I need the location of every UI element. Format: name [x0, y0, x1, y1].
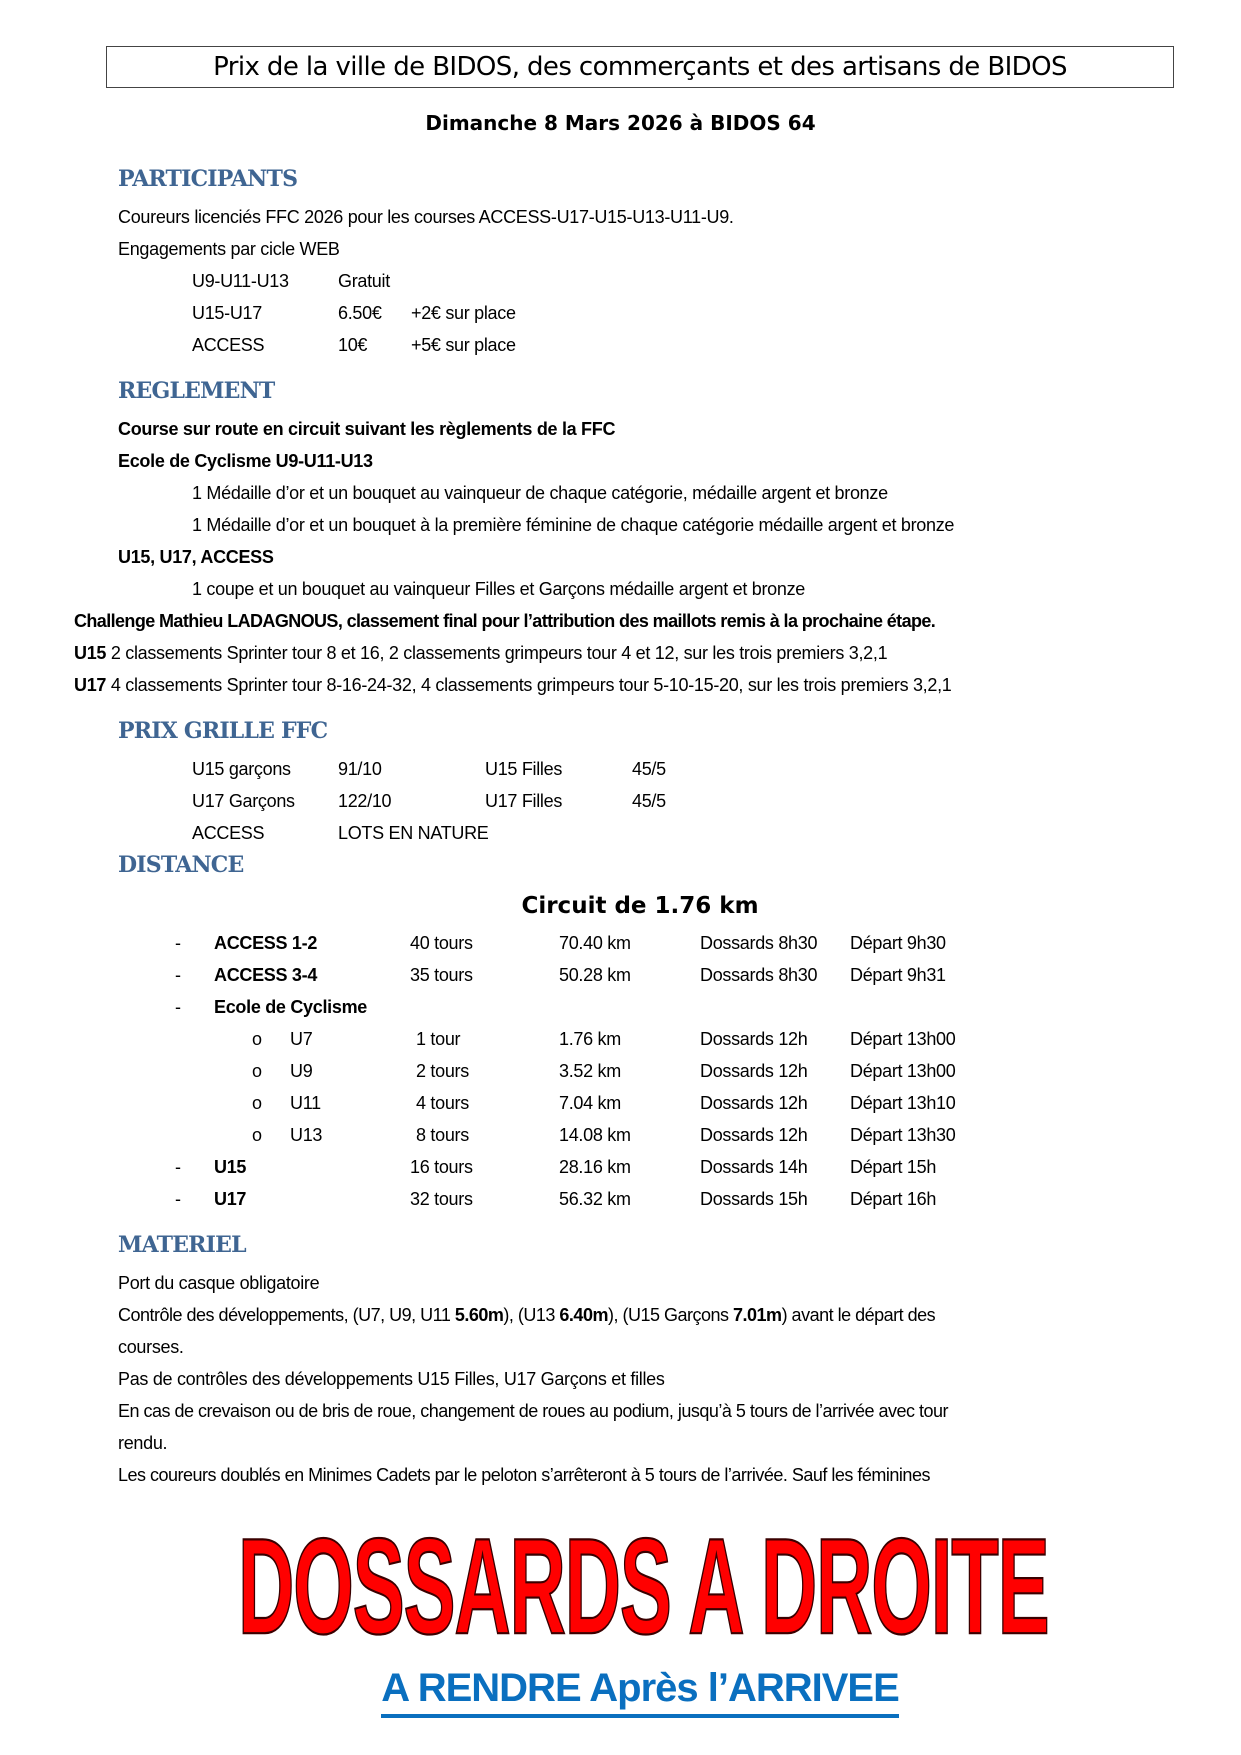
prix-value: 45/5	[632, 791, 666, 811]
race-start-time: Départ 16h	[850, 1189, 937, 1209]
race-name: U7	[290, 1029, 313, 1049]
race-name: U9	[290, 1061, 313, 1081]
race-name: Ecole de Cyclisme	[214, 997, 367, 1017]
race-dossards-time: Dossards 15h	[700, 1189, 808, 1209]
race-dossards-time: Dossards 8h30	[700, 965, 818, 985]
u17-classement-text: 4 classements Sprinter tour 8-16-24-32, 4 classements grimpeurs tour 5-10-15-20, sur les trois premiers 3,2,1	[106, 675, 952, 695]
race-name: U13	[290, 1125, 323, 1145]
race-start-time: Départ 13h10	[850, 1093, 956, 1113]
document-title: Prix de la ville de BIDOS, des commerçants et des artisans de BIDOS	[213, 52, 1067, 82]
participants-heading: PARTICIPANTS	[118, 166, 298, 192]
document-title-box	[106, 46, 1174, 88]
fee-category: U15-U17	[192, 303, 262, 323]
dash-bullet-icon: -	[175, 965, 181, 985]
race-dossards-time: Dossards 12h	[700, 1029, 808, 1049]
fee-extra: +2€ sur place	[411, 303, 516, 323]
race-start-time: Départ 13h30	[850, 1125, 956, 1145]
race-laps: 4 tours	[416, 1093, 469, 1113]
race-laps: 2 tours	[416, 1061, 469, 1081]
race-name: U17	[214, 1189, 247, 1209]
prix-value: LOTS EN NATURE	[338, 823, 489, 843]
race-distance: 56.32 km	[559, 1189, 631, 1209]
fee-category: ACCESS	[192, 335, 265, 355]
race-laps: 32 tours	[410, 1189, 473, 1209]
prix-label: ACCESS	[192, 823, 265, 843]
circuit-length: Circuit de 1.76 km	[521, 893, 759, 919]
u15-classement-line	[74, 642, 887, 664]
materiel-line-2: Contrôle des développements, (U7, U9, U11 5.60m), (U13 6.40m), (U15 Garçons 7.01m) avant le départ des	[118, 1305, 936, 1325]
prix-value: 122/10	[338, 791, 392, 811]
participants-line-2: Engagements par cicle WEB	[118, 239, 340, 259]
u15-u17-access-prize: 1 coupe et un bouquet au vainqueur Filles et Garçons médaille argent et bronze	[192, 579, 806, 599]
circle-bullet-icon: o	[252, 1125, 262, 1145]
distance-heading: DISTANCE	[118, 852, 244, 878]
circle-bullet-icon: o	[252, 1029, 262, 1049]
u15-label: U15	[74, 643, 107, 663]
race-distance: 1.76 km	[559, 1029, 621, 1049]
prix-label: U17 Filles	[485, 791, 563, 811]
materiel-line-3: Pas de contrôles des développements U15 Filles, U17 Garçons et filles	[118, 1369, 665, 1389]
race-laps: 40 tours	[410, 933, 473, 953]
ecole-title: Ecole de Cyclisme U9-U11-U13	[118, 451, 373, 471]
prix-label: U15 Filles	[485, 759, 563, 779]
race-dossards-time: Dossards 12h	[700, 1061, 808, 1081]
reglement-intro: Course sur route en circuit suivant les règlements de la FFC	[118, 419, 616, 439]
prix-label: U15 garçons	[192, 759, 291, 779]
materiel-heading: MATERIEL	[118, 1232, 246, 1258]
race-start-time: Départ 15h	[850, 1157, 937, 1177]
challenge-line: Challenge Mathieu LADAGNOUS, classement final pour l’attribution des maillots remis à la prochaine étape.	[74, 611, 936, 631]
u17-label: U17	[74, 675, 107, 695]
materiel-line-4: En cas de crevaison ou de bris de roue, changement de roues au podium, jusqu’à 5 tours de l’arrivée avec tour	[118, 1401, 949, 1421]
race-laps: 1 tour	[416, 1029, 461, 1049]
prix-value: 91/10	[338, 759, 382, 779]
race-distance: 7.04 km	[559, 1093, 621, 1113]
race-name: U11	[290, 1093, 321, 1113]
ecole-prize-2: 1 Médaille d’or et un bouquet à la première féminine de chaque catégorie médaille argent et bronze	[192, 515, 955, 535]
dash-bullet-icon: -	[175, 997, 181, 1017]
race-laps: 35 tours	[410, 965, 473, 985]
race-dossards-time: Dossards 12h	[700, 1093, 808, 1113]
materiel-line-5: Les coureurs doublés en Minimes Cadets par le peloton s’arrêteront à 5 tours de l’arrivée. Sauf les féminines	[118, 1465, 930, 1485]
fee-category: U9-U11-U13	[192, 271, 289, 291]
ecole-prize-1: 1 Médaille d’or et un bouquet au vainqueur de chaque catégorie, médaille argent et bronze	[192, 483, 888, 503]
event-date: Dimanche 8 Mars 2026 à BIDOS 64	[425, 111, 816, 135]
dash-bullet-icon: -	[175, 1189, 181, 1209]
race-laps: 8 tours	[416, 1125, 469, 1145]
dash-bullet-icon: -	[175, 933, 181, 953]
race-dossards-time: Dossards 14h	[700, 1157, 808, 1177]
race-start-time: Départ 13h00	[850, 1061, 956, 1081]
u15-classement-text: 2 classements Sprinter tour 8 et 16, 2 classements grimpeurs tour 4 et 12, sur les trois premiers 3,2,1	[106, 643, 888, 663]
circle-bullet-icon: o	[252, 1061, 262, 1081]
materiel-line-1: Port du casque obligatoire	[118, 1273, 320, 1293]
race-name: ACCESS 1-2	[214, 933, 318, 953]
prix-grille-heading: PRIX GRILLE FFC	[118, 718, 328, 744]
fee-extra: +5€ sur place	[411, 335, 516, 355]
race-distance: 14.08 km	[559, 1125, 631, 1145]
race-distance: 70.40 km	[559, 933, 631, 953]
circle-bullet-icon: o	[252, 1093, 262, 1113]
reglement-heading: REGLEMENT	[118, 378, 275, 404]
u15-u17-access-title: U15, U17, ACCESS	[118, 547, 274, 567]
race-start-time: Départ 13h00	[850, 1029, 956, 1049]
race-distance: 28.16 km	[559, 1157, 631, 1177]
dash-bullet-icon: -	[175, 1157, 181, 1177]
materiel-line-2-cont: courses.	[118, 1337, 184, 1357]
participants-line-1: Coureurs licenciés FFC 2026 pour les courses ACCESS-U17-U15-U13-U11-U9.	[118, 207, 734, 227]
race-name: ACCESS 3-4	[214, 965, 318, 985]
prix-label: U17 Garçons	[192, 791, 295, 811]
race-start-time: Départ 9h31	[850, 965, 946, 985]
u17-classement-line	[74, 674, 952, 696]
race-dossards-time: Dossards 12h	[700, 1125, 808, 1145]
race-dossards-time: Dossards 8h30	[700, 933, 818, 953]
race-start-time: Départ 9h30	[850, 933, 946, 953]
return-note: A RENDRE Après l’ARRIVEE	[0, 1664, 1241, 1718]
race-distance: 3.52 km	[559, 1061, 621, 1081]
race-distance: 50.28 km	[559, 965, 631, 985]
dossards-banner: DOSSARDS A DROITE	[237, 1511, 1049, 1663]
fee-price: 10€	[338, 335, 368, 355]
fee-price: 6.50€	[338, 303, 382, 323]
prix-value: 45/5	[632, 759, 666, 779]
race-name: U15	[214, 1157, 247, 1177]
materiel-line-4-cont: rendu.	[118, 1433, 168, 1453]
race-laps: 16 tours	[410, 1157, 473, 1177]
fee-price: Gratuit	[338, 271, 390, 291]
